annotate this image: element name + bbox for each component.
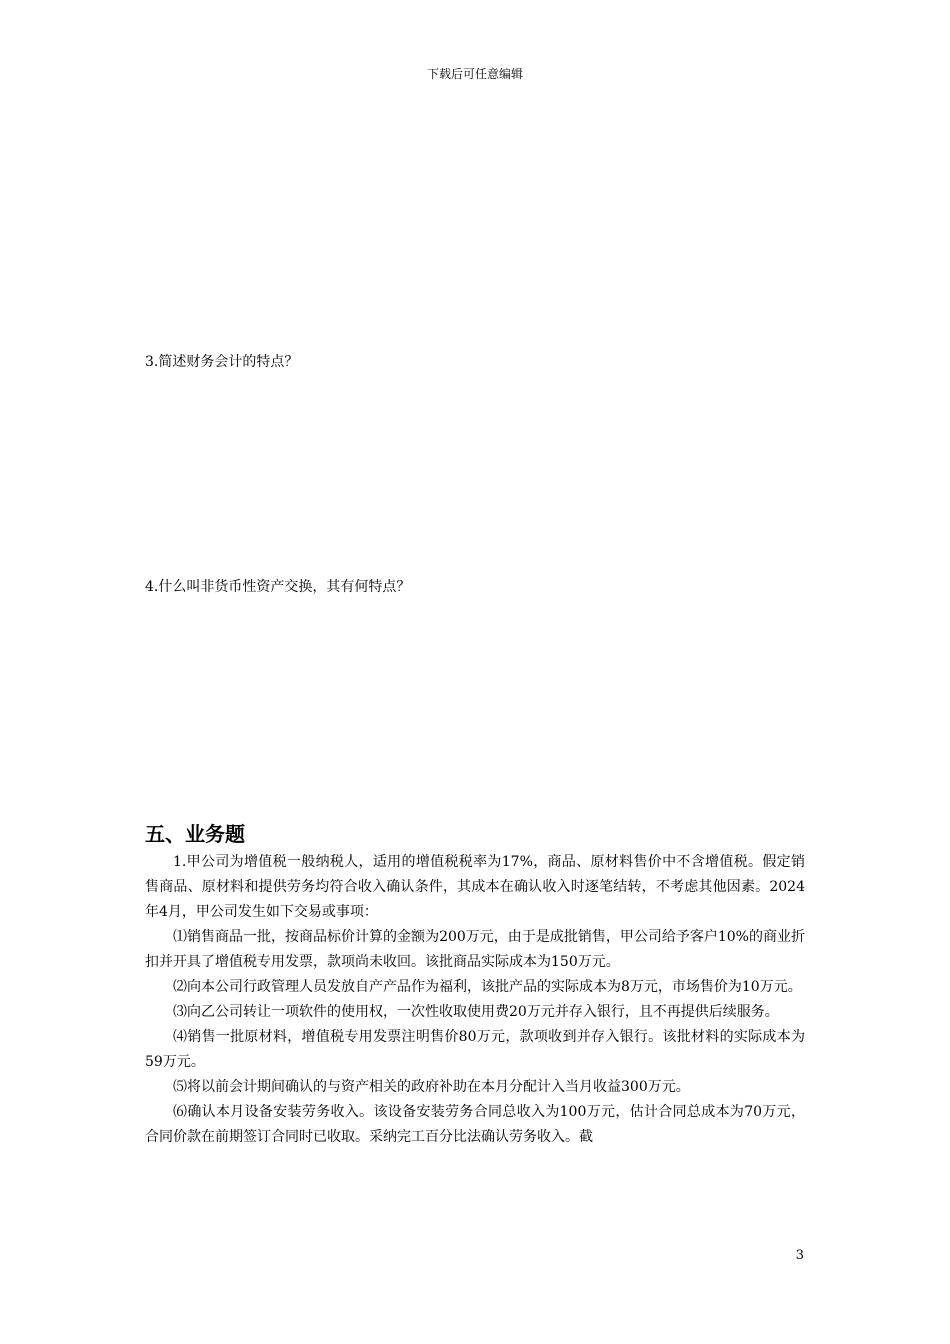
paragraph-item-2: ⑵向本公司行政管理人员发放自产产品作为福利，该批产品的实际成本为8万元，市场售价为10万元。 — [173, 979, 802, 995]
paragraph-item-1: ⑴销售商品一批，按商品标价计算的金额为200万元，由于是成批销售，甲公司给予客户10%的商业折扣并开具了增值税专用发票，款项尚未收回。该批商品实际成本为150万元。 — [145, 929, 805, 970]
paragraph-intro: 1.甲公司为增值税一般纳税人，适用的增值税税率为17%，商品、原材料售价中不含增值税。假定销售商品、原材料和提供劳务均符合收入确认条件，其成本在确认收入时逐笔结转，不考虑其他因素。2024年4月，甲公司发生如下交易或事项： — [145, 854, 805, 920]
page-number: 3 — [795, 1248, 804, 1263]
section-heading: 五、业务题 — [145, 822, 245, 846]
header-note: 下载后可任意编辑 — [426, 67, 523, 81]
section-body — [145, 850, 805, 1150]
paragraph-item-4: ⑷销售一批原材料，增值税专用发票注明售价80万元，款项收到并存入银行。该批材料的实际成本为59万元。 — [145, 1029, 805, 1070]
paragraph-item-5: ⑸将以前会计期间确认的与资产相关的政府补助在本月分配计入当月收益300万元。 — [173, 1079, 690, 1095]
question-4: 4.什么叫非货币性资产交换，其有何特点？ — [145, 579, 411, 595]
paragraph-item-6: ⑹确认本月设备安装劳务收入。该设备安装劳务合同总收入为100万元，估计合同总成本为70万元，合同价款在前期签订合同时已收取。采纳完工百分比法确认劳务收入。截 — [145, 1104, 805, 1145]
question-3: 3.简述财务会计的特点？ — [145, 354, 299, 370]
paragraph-item-3: ⑶向乙公司转让一项软件的使用权，一次性收取使用费20万元并存入银行，且不再提供后续服务。 — [173, 1004, 779, 1020]
